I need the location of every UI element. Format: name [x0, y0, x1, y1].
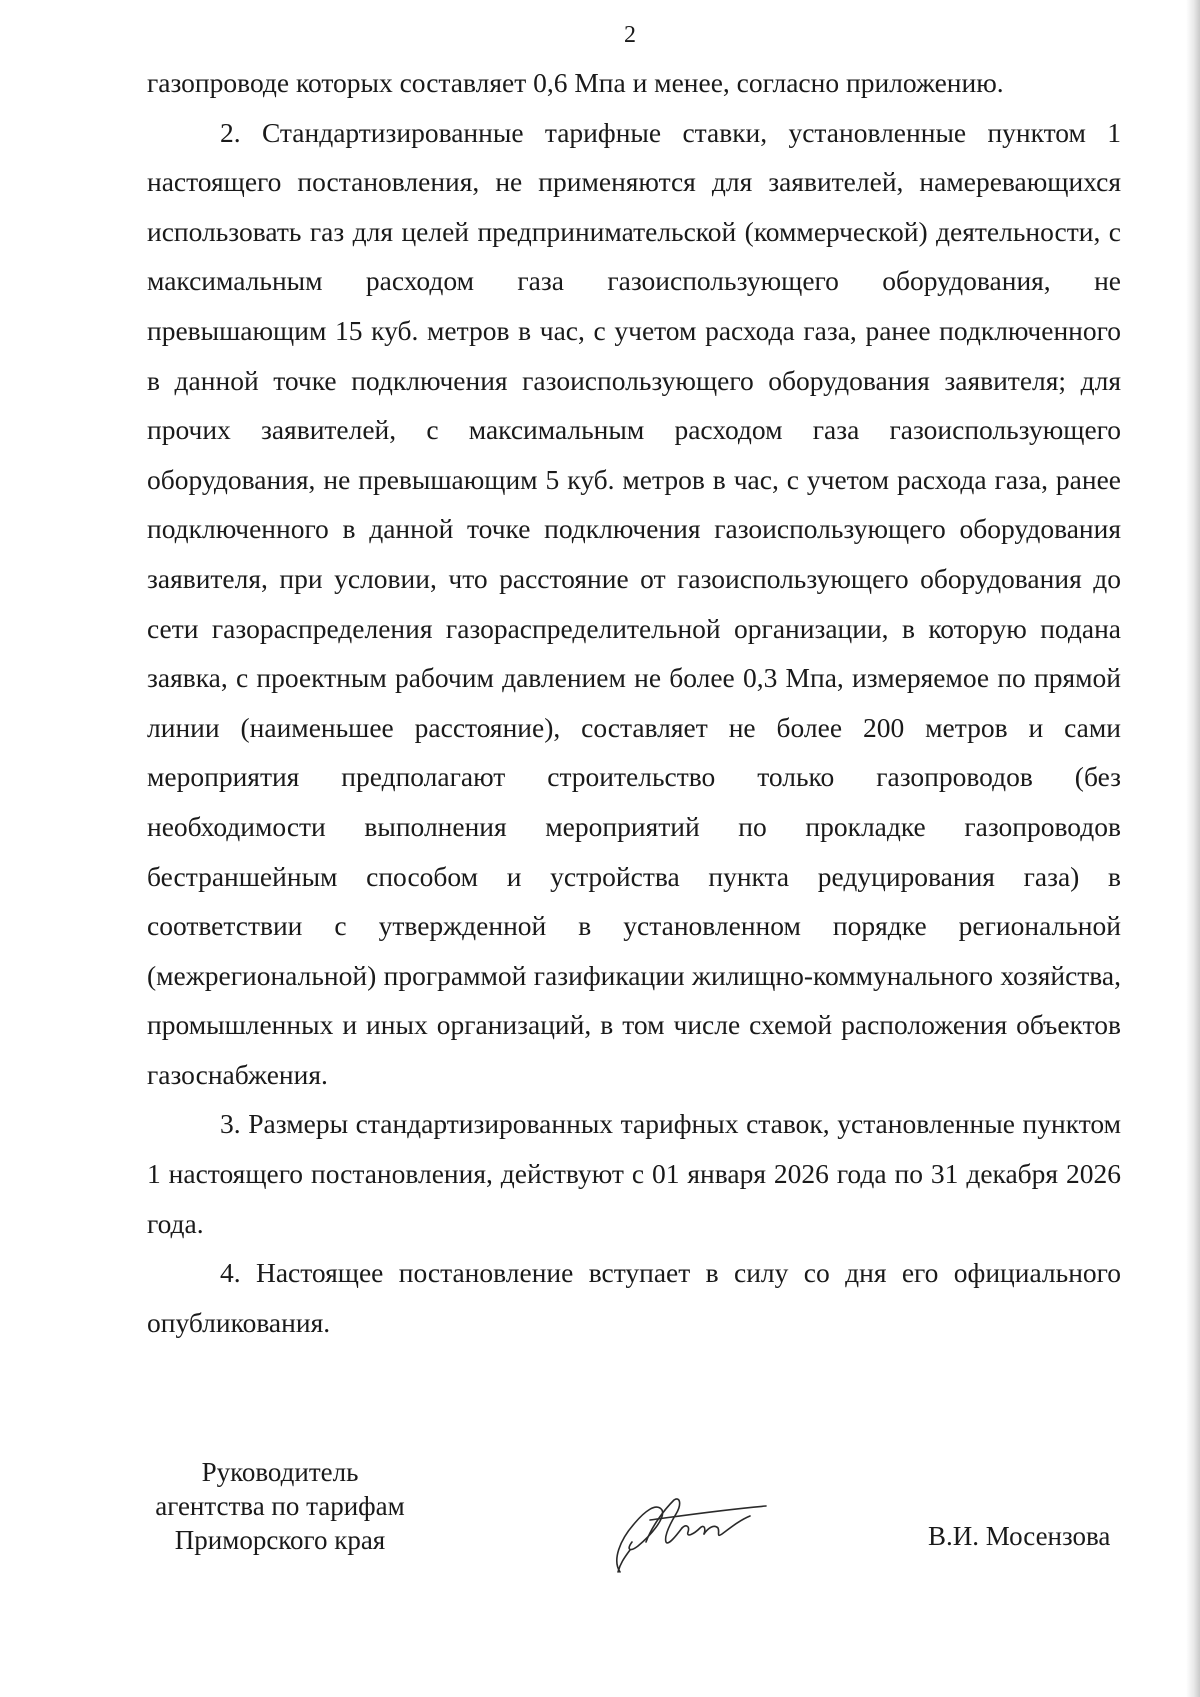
signatory-position [146, 1455, 414, 1557]
position-line: Приморского края [174, 1525, 386, 1555]
handwritten-signature [590, 1480, 770, 1580]
paragraph-continuation: газопроводе которых составляет 0,6 Мпа и менее, согласно приложению. [147, 67, 1004, 98]
document-body [147, 58, 1121, 1347]
paragraph-item-2: 2. Стандартизированные тарифные ставки, установленные пунктом 1 настоящего постановления, не применяются для заявителей, намеревающихся использовать газ для целей предпринимательской (коммерческой) деятельности, с максимальным расходом газа газоиспользующего оборудования, не превышающим 15 куб. метров в час, с учетом расхода газа, ранее подключенного в данной точке подключения газоиспользующего оборудования заявителя; для прочих заявителей, с максимальным расходом газа газоиспользующего оборудования, не превышающим 5 куб. метров в час, с учетом расхода газа, ранее подключенного в данной точке подключения газоиспользующего оборудования заявителя, при условии, что расстояние от газоиспользующего оборудования до сети газораспределения газораспределительной организации, в которую подана заявка, с проектным рабочим давлением не более 0,3 Мпа, измеряемое по прямой линии (наименьшее расстояние), составляет не более 200 метров и сами мероприятия предполагают строительство только газопроводов (без необходимости выполнения мероприятий по прокладке газопроводов бестраншейным способом и устройства пункта редуцирования газа) в соответствии с утвержденной в установленном порядке региональной (межрегиональной) программой газификации жилищно-коммунального хозяйства, промышленных и иных организаций, в том числе схемой расположения объектов газоснабжения. [147, 116, 1121, 1090]
scan-edge [1186, 0, 1200, 1697]
position-line: Руководитель [201, 1457, 359, 1487]
page-number: 2 [624, 22, 636, 48]
paragraph-item-3: 3. Размеры стандартизированных тарифных ставок, установленные пунктом 1 настоящего постановления, действуют с 01 января 2026 года по 31 декабря 2026 года. [147, 1108, 1121, 1239]
paragraph-item-4: 4. Настоящее постановление вступает в силу со дня его официального опубликования. [147, 1257, 1121, 1338]
position-line: агентства по тарифам [155, 1491, 405, 1521]
signer-name: В.И. Мосензова [928, 1521, 1111, 1551]
